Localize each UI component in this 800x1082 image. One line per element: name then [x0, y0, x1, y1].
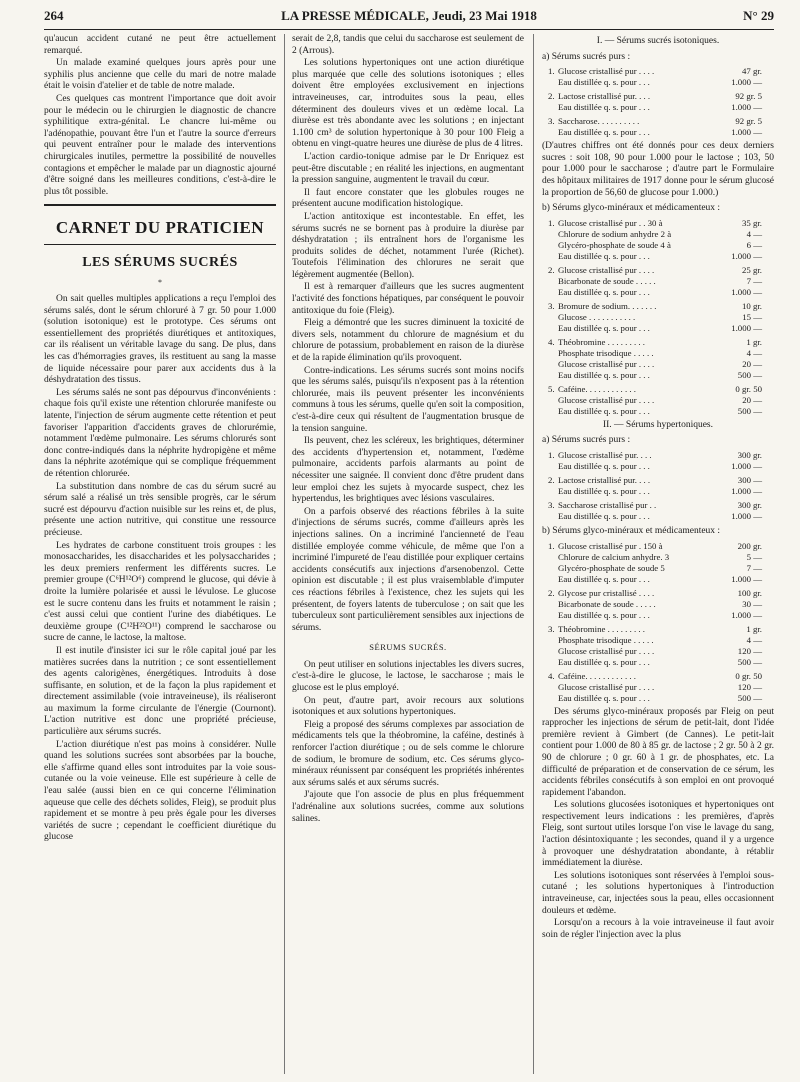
paragraph: Les hydrates de carbone constituent trois groupes : les monosaccharides, les disaccharides et les polysaccharides ; les deux premiers renferment les différents sucres. Le premier groupe (C⁶H¹²O⁶) comprend le glucose, qui dévie à droite la lumière polarisée et aussi le lévulose. Le glucose est le sucre contenu dans les fruits et notamment le raisin ; c'est aussi celui que contient l'urine des diabétiques. Le deuxième groupe (C¹²H²²O¹¹) comprend le saccharose ou sucre de canne, le lactose, la maltose. — [44, 540, 276, 644]
paragraph: Lorsqu'on a recours à la voie intraveineuse il faut avoir soin de régler l'injection avec la plus — [542, 918, 774, 940]
formula — [542, 588, 774, 621]
formula-row — [542, 563, 774, 574]
formula-row — [542, 635, 774, 646]
ingredient: Phosphate trisodique . . . . . — [558, 634, 654, 645]
ingredient: Eau distillée q. s. pour . . . — [558, 609, 650, 620]
formula-row — [542, 276, 774, 287]
paragraph: J'ajoute que l'on associe de plus en plus fréquemment l'adrénaline aux solutions sucrées, comme aux solutions salines. — [292, 790, 524, 824]
ingredient: Eau distillée q. s. pour . . . — [558, 250, 650, 261]
ingredient: Lactose cristallisé pur. . . . — [558, 474, 651, 485]
paragraph: On sait quelles multiples applications a reçu l'emploi des sérums salés, dont le sérum chloruré à 7 gr. 50 pour 1.000 (solution isotonique) est le prototype. Ces sérums ont essentiellement des propriétés diurétiques et antitoxiques, car ils réalisent un véritable lavage du sang. De plus, dans les cas d'hémorragies graves, ils restituent au sang la masse de liquide nécessaire pour parer aux accidents dus à la déshydratation des tissus. — [44, 294, 276, 386]
column-divider — [284, 34, 285, 1074]
formula-number: 4. — [548, 336, 555, 347]
formula-row — [542, 384, 774, 395]
quantity: 92 gr. 5 — [735, 116, 762, 127]
ingredient: Glucose cristallisé pur . . . . — [558, 681, 655, 692]
group-label: a) Sérums sucrés purs : — [542, 51, 631, 62]
ingredient: Chlorure de sodium anhydre 2 à — [558, 228, 672, 239]
formula — [542, 218, 774, 262]
paragraph: La substitution dans nombre de cas du sérum sucré au sérum salé a réalisé un très sensible progrès, car le sérum sucré est dépourvu d'action nuisible sur les reins et, de plus, présente une action nutritive, qui constitue une ressource précieuse. — [44, 481, 276, 538]
quantity: 300 gr. — [737, 499, 762, 510]
formula-row — [542, 574, 774, 585]
issue-number: N° 29 — [743, 8, 774, 23]
quantity: 1.000 — — [731, 127, 762, 138]
journal-title: LA PRESSE MÉDICALE, Jeudi, 23 Mai 1918 — [281, 8, 537, 23]
quantity: 30 — — [742, 598, 762, 609]
group-label: a) Sérums sucrés purs : — [542, 435, 631, 446]
ingredient: Caféine. . . . . . . . . . . . — [558, 670, 636, 681]
paragraph: Il faut encore constater que les globules rouges ne présentent aucune modification histologique. — [292, 187, 524, 210]
formula-row — [542, 541, 774, 552]
quantity: 1.000 — — [731, 322, 762, 333]
formula-row — [542, 116, 774, 127]
subsection-heading: II. — Sérums hypertoniques. — [602, 419, 714, 430]
ingredient: Glucose cristallisé pur . . . . — [558, 645, 655, 656]
ingredient: Eau distillée q. s. pour . . . — [558, 102, 650, 113]
formula-number: 3. — [548, 116, 555, 127]
formula-row — [542, 500, 774, 511]
quantity: 1 gr. — [746, 336, 762, 347]
quantity: 0 gr. 50 — [735, 383, 762, 394]
formula-row — [542, 251, 774, 262]
formula-row — [542, 91, 774, 102]
quantity: 4 — — [746, 347, 762, 358]
formula-row — [542, 461, 774, 472]
ingredient: Eau distillée q. s. pour . . . — [558, 322, 650, 333]
ingredient: Saccharose cristallisé pur . . — [558, 499, 657, 510]
formula-row — [542, 301, 774, 312]
quantity: 120 — — [737, 681, 762, 692]
paragraph: (D'autres chiffres ont été donnés pour ces deux derniers sucres : soit 108, 90 pour 1.000 pour le lactose ; 103, 50 pour 1.000 pour le saccharose ; d'autre part le Formulaire des hôpitaux militaires de 1917 donne pour le sérum glucosé la proportion de 56,60 de glucose pour 1.000.) — [542, 141, 774, 198]
paragraph: Fleig a démontré que les sucres diminuent la toxicité de divers sels, notamment du chlorure de magnésium et du chlorure de potassium, probablement en raison de la diurèse et de la rapide élimination qu'ils provoquent. — [292, 318, 524, 364]
formula-number: 2. — [548, 474, 555, 485]
ingredient: Glucose cristallisé pur. . . . — [558, 449, 652, 460]
ingredient: Eau distillée q. s. pour . . . — [558, 485, 650, 496]
formula — [542, 384, 774, 417]
formula — [542, 265, 774, 298]
ingredient: Glucose cristallisé pur . . 30 à — [558, 217, 663, 228]
formula-row — [542, 624, 774, 635]
quantity: 1.000 — — [731, 77, 762, 88]
quantity: 1.000 — — [731, 286, 762, 297]
ingredient: Théobromine . . . . . . . . . — [558, 623, 645, 634]
page-number: 264 — [44, 8, 64, 23]
formula-number: 1. — [548, 66, 555, 77]
group-label: b) Sérums glyco-minéraux et médicamenteux : — [542, 525, 721, 536]
ornament: * — [158, 277, 162, 287]
formula-list — [542, 541, 774, 704]
ingredient: Eau distillée q. s. pour . . . — [558, 127, 650, 138]
ingredient: Chlorure de calcium anhydre. 3 — [558, 551, 670, 562]
formula-number: 3. — [548, 300, 555, 311]
formula-row — [542, 646, 774, 657]
paragraph: On peut utiliser en solutions injectables les divers sucres, c'est-à-dire le glucose, le lactose, le saccharose ; mais le glucose est le plus employé. — [292, 659, 524, 694]
ingredient: Bromure de sodium. . . . . . . — [558, 300, 657, 311]
formula-row — [542, 265, 774, 276]
column-divider — [533, 34, 534, 1074]
formula-row — [542, 682, 774, 693]
column-3 — [542, 34, 774, 1074]
paragraph: Ils peuvent, chez les scléreux, les brightiques, déterminer des accidents d'hypertension et, notamment, l'œdème pulmonaire, accidents parfois alarmants au point de nécessiter une saignée. Il convient donc d'être prudent dans leur emploi chez les sujets à myocarde suspect, chez les hypertendus, les brightiques avec lésions vasculaires. — [292, 436, 524, 505]
formula-row — [542, 218, 774, 229]
ingredient: Glucose cristallisé pur . 150 à — [558, 540, 663, 551]
ingredient: Eau distillée q. s. pour . . . — [558, 369, 650, 380]
paragraph: Les solutions hypertoniques ont une action diurétique plus marquée que celle des solutions isotoniques ; elles doivent être employées exclusivement en injections intraveineuses, car, introduites sous la peau, elles déterminent des douleurs vives et un œdème local. La diurèse est très abondante avec les solutions ; en injectant 1.100 cm³ de solution hypertonique à 30 pour 100 Fleig a obtenu en vingt-quatre heures une diurèse de plus de 4 litres. — [292, 58, 524, 150]
quantity: 20 — — [742, 358, 762, 369]
subsection-heading: SÉRUMS SUCRÉS. — [369, 642, 447, 653]
quantity: 300 gr. — [737, 449, 762, 460]
formula — [542, 475, 774, 497]
ingredient: Glycéro-phosphate de soude 5 — [558, 562, 665, 573]
paragraph: L'action cardio-tonique admise par le Dr Enriquez est peut-être discutable ; en réalité les injections, en augmentant la pression sanguine, augmentent le travail du cœur. — [292, 151, 524, 186]
ingredient: Eau distillée q. s. pour . . . — [558, 573, 650, 584]
formula-row — [542, 610, 774, 621]
formula-number: 1. — [548, 540, 555, 551]
paragraph: Les solutions isotoniques sont réservées à l'emploi sous-cutané ; les solutions hypertoniques à l'introduction intraveineuse, car, injectées sous la peau, elles occasionnent douleurs et œdème. — [542, 870, 774, 916]
quantity: 35 gr. — [741, 217, 762, 228]
quantity: 100 gr. — [737, 587, 762, 598]
formula-row — [542, 671, 774, 682]
formula-row — [542, 66, 774, 77]
formula — [542, 66, 774, 88]
formula-number: 4. — [548, 670, 555, 681]
quantity: 500 — — [737, 369, 762, 380]
quantity: 5 — — [746, 551, 762, 562]
formula-row — [542, 395, 774, 406]
formula-list — [542, 66, 774, 138]
quantity: 1.000 — — [731, 250, 762, 261]
formula-number: 3. — [548, 499, 555, 510]
formula-number: 1. — [548, 449, 555, 460]
ingredient: Glycéro-phosphate de soude 4 à — [558, 239, 671, 250]
paragraph: qu'aucun accident cutané ne peut être actuellement remarqué. — [44, 34, 276, 56]
section-rule — [44, 204, 276, 206]
formula-number: 2. — [548, 91, 555, 102]
ingredient: Glucose cristallisé pur . . . . — [558, 394, 655, 405]
quantity: 6 — — [746, 239, 762, 250]
quantity: 4 — — [746, 634, 762, 645]
column-2 — [292, 34, 524, 1074]
formula-row — [542, 229, 774, 240]
formula — [542, 671, 774, 704]
group-label: b) Sérums glyco-minéraux et médicamenteux : — [542, 203, 721, 214]
quantity: 1.000 — — [731, 485, 762, 496]
formula-list — [542, 218, 774, 417]
subsection-heading: I. — Sérums sucrés isotoniques. — [596, 36, 720, 46]
ingredient: Eau distillée q. s. pour . . . — [558, 656, 650, 667]
paragraph: Un malade examiné quelques jours après pour une syphilis plus ancienne que celle du mari de notre malade était le voisin d'atelier et de table de notre malade. — [44, 58, 276, 92]
quantity: 500 — — [737, 656, 762, 667]
formula-row — [542, 127, 774, 138]
quantity: 1.000 — — [731, 510, 762, 521]
ingredient: Bicarbonate de soude . . . . . — [558, 275, 656, 286]
formula — [542, 624, 774, 668]
formula-row — [542, 475, 774, 486]
formula-number: 1. — [548, 217, 555, 228]
formula — [542, 116, 774, 138]
paragraph: On peut, d'autre part, avoir recours aux solutions isotoniques et aux solutions hypertoniques. — [292, 695, 524, 718]
formula — [542, 541, 774, 585]
formula-row — [542, 486, 774, 497]
formula — [542, 500, 774, 522]
paragraph: L'action diurétique n'est pas moins à considérer. Nulle quand les solutions sucrées sont absorbées par la bouche, elle s'affirme quand elles sont introduites par la voie sous-cutanée ou la voie veineuse. Elle est supérieure à celle de l'eau salée (aussi bien en ce qui concerne l'élimination aqueuse que celle des déchets solides, Fleig), se produit plus rapidement et se montre à peu près égale pour les diverses variétés de sucre ; cependant le coefficient diurétique du glucose — [44, 739, 276, 843]
formula-row — [542, 102, 774, 113]
quantity: 10 gr. — [741, 300, 762, 311]
formula-row — [542, 348, 774, 359]
formula-row — [542, 599, 774, 610]
header-rule — [44, 29, 774, 30]
paragraph: Ces quelques cas montrent l'importance que doit avoir pour le médecin ou le chirurgien le diagnostic de chancre syphilitique extra-génital. Le chancre lui-même ou l'adénopathie, pouvant être l'un et l'autre la source d'erreurs qui peuvent entraîner pour le malade des interventions chirurgicales inutiles, permettre la possibilité de nouvelles contagions et empêcher le malade par un diagnostic ajourné d'être soigné dans les meilleures conditions, c'est-à-dire le plus tôt possible. — [44, 93, 276, 197]
formula — [542, 301, 774, 334]
quantity: 1.000 — — [731, 460, 762, 471]
quantity: 47 gr. — [741, 66, 762, 77]
formula-number: 2. — [548, 264, 555, 275]
quantity: 4 — — [746, 228, 762, 239]
paragraph: On a parfois observé des réactions fébriles à la suite d'injections de sérums sucrés, comme d'ailleurs après les injections salines. On a incriminé l'ancienneté de l'eau distillée employée comme véhicule, de même que l'on a incriminé l'impureté de l'eau distillée pour expliquer certains accidents consécutifs aux injections d'arsenobenzol. Cette opinion est discutable ; il est plus vraisemblable d'imputer ces réactions fébriles à l'existence, chez les sujets qui les présentent, de foyers latents de tuberculose ; on sait que les tuberculeux sont particulièrement sensibles aux injections de sérums. — [292, 506, 524, 633]
paragraph: Il est inutile d'insister ici sur le rôle capital joué par les matières sucrées dans la nutrition ; ce sont essentiellement des agents calorigènes, énergétiques. Introduits à dose suffisante, en solution, et de la façon la plus rapidement et directement assimilable (voie intraveineuse), ils réaliseront au maximum la forme circulante de l'énergie (Cournont). L'action nutritive est donc une propriété précieuse, particulière aux sérums sucrés. — [44, 645, 276, 738]
ingredient: Eau distillée q. s. pour . . . — [558, 692, 650, 703]
formula — [542, 337, 774, 381]
quantity: 1.000 — — [731, 609, 762, 620]
ingredient: Bicarbonate de soude . . . . . — [558, 598, 656, 609]
ingredient: Eau distillée q. s. pour . . . — [558, 405, 650, 416]
ingredient: Lactose cristallisé pur. . . . — [558, 91, 651, 102]
ingredient: Eau distillée q. s. pour . . . — [558, 510, 650, 521]
formula-row — [542, 552, 774, 563]
formula-row — [542, 693, 774, 704]
paragraph: Les sérums salés ne sont pas dépourvus d'inconvénients : chaque fois qu'il existe une rétention chlorurée manifeste ou latente, l'injection de sérum augmente cette rétention et peut favoriser l'apparition d'accidents graves de chlorurémie, notamment l'œdème pulmonaire. Les sérums chlorurés sont donc contre-indiqués dans la néphrite hydropigène et même dans la néphrite azotémique qui se complique fréquemment de rétention chlorurée. — [44, 387, 276, 479]
quantity: 7 — — [746, 275, 762, 286]
quantity: 500 — — [737, 405, 762, 416]
running-header — [44, 4, 774, 28]
ingredient: Glucose . . . . . . . . . . . — [558, 311, 636, 322]
column-1 — [44, 34, 276, 1074]
formula-row — [542, 77, 774, 88]
ingredient: Théobromine . . . . . . . . . — [558, 336, 645, 347]
ingredient: Eau distillée q. s. pour . . . — [558, 77, 650, 88]
ingredient: Glucose cristallisé pur . . . . — [558, 66, 655, 77]
quantity: 15 — — [742, 311, 762, 322]
ingredient: Phosphate trisodique . . . . . — [558, 347, 654, 358]
quantity: 300 — — [737, 474, 762, 485]
ingredient: Caféine. . . . . . . . . . . . — [558, 383, 636, 394]
paragraph: Fleig a proposé des sérums complexes par association de médicaments tels que la théobromine, la caféine, destinés à renforcer l'action diurétique ; ou de sels comme le chlorure de sodium, le bromure de sodium, etc. Ces sérums glyco-minéraux réunissent par conséquent les propriétés inhérentes aux sérums salés et aux sérums sucrés. — [292, 719, 524, 788]
quantity: 200 gr. — [737, 540, 762, 551]
quantity: 500 — — [737, 692, 762, 703]
section-title: CARNET DU PRATICIEN — [44, 208, 276, 245]
ingredient: Glucose cristallisé pur . . . . — [558, 358, 655, 369]
quantity: 0 gr. 50 — [735, 670, 762, 681]
quantity: 92 gr. 5 — [735, 91, 762, 102]
paragraph: Il est à remarquer d'ailleurs que les sucres augmentent l'activité des fonctions hépatiques, par conséquent le pouvoir antitoxique du foie (Fleig). — [292, 282, 524, 316]
formula-row — [542, 312, 774, 323]
ingredient: Eau distillée q. s. pour . . . — [558, 286, 650, 297]
formula-row — [542, 359, 774, 370]
formula-number: 2. — [548, 587, 555, 598]
formula-row — [542, 240, 774, 251]
ingredient: Glucose cristallisé pur . . . . — [558, 264, 655, 275]
formula-row — [542, 511, 774, 522]
article-title: LES SÉRUMS SUCRÉS — [82, 254, 238, 270]
paragraph: Contre-indications. Les sérums sucrés sont moins nocifs que les sérums salés, puisqu'ils n'exposent pas à la rétention chlorurée, mais ils peuvent présenter les inconvénients communs à tous les sérums, quelle qu'en soit la composition, c'est-à-dire ceux qui résultent de l'augmentation brusque de la tension sanguine. — [292, 365, 524, 434]
ingredient: Eau distillée q. s. pour . . . — [558, 460, 650, 471]
formula-row — [542, 370, 774, 381]
formula-number: 5. — [548, 383, 555, 394]
quantity: 1.000 — — [731, 573, 762, 584]
formula-row — [542, 337, 774, 348]
quantity: 1.000 — — [731, 102, 762, 113]
quantity: 7 — — [746, 562, 762, 573]
formula-row — [542, 323, 774, 334]
quantity: 1 gr. — [746, 623, 762, 634]
paragraph: Les solutions glucosées isotoniques et hypertoniques ont respectivement leurs indications : les premières, d'après Fleig, sont surtout utiles lorsque l'on vise le lavage du sang, l'action désintoxiquante ; les secondes, quand il y a urgence à provoquer une déshydratation abondante, à rétablir immédiatement la diurèse. — [542, 800, 774, 869]
quantity: 25 gr. — [741, 264, 762, 275]
paragraph: L'action antitoxique est incontestable. En effet, les sérums sucrés ne se bornent pas à produire la diurèse par déshydratation ; ils entraînent hors de l'organisme les produits solides de déchet, notamment l'urée (Richet). Toutefois l'élimination des chlorures ne serait que légèrement augmentée (Bellon). — [292, 211, 524, 280]
formula-row — [542, 287, 774, 298]
quantity: 20 — — [742, 394, 762, 405]
formula-list — [542, 450, 774, 522]
ingredient: Saccharose. . . . . . . . . . — [558, 116, 640, 127]
paragraph: Des sérums glyco-minéraux proposés par Fleig on peut rapprocher les injections de sérum de petit-lait, dont l'idée première revient à Gimbert (de Cannes). Le petit-lait contient pour 1.000 de 80 à 85 gr. de lactose ; 2 gr. 50 à 2 gr. 90 de chlorure ; 0 gr. 60 à 1 gr. de phosphates, etc. La difficulté de préparation et de conservation de ce sérum, les accidents fébriles consécutifs à son emploi en ont provoqué rapidement l'abandon. — [542, 706, 774, 798]
formula-row — [542, 406, 774, 417]
formula — [542, 91, 774, 113]
formula-number: 3. — [548, 623, 555, 634]
formula — [542, 450, 774, 472]
ingredient: Glycose pur cristallisé . . . . — [558, 587, 655, 598]
paragraph: serait de 2,8, tandis que celui du saccharose est seulement de 2 (Arrous). — [292, 34, 524, 56]
formula-row — [542, 588, 774, 599]
formula-row — [542, 450, 774, 461]
quantity: 120 — — [737, 645, 762, 656]
formula-row — [542, 657, 774, 668]
